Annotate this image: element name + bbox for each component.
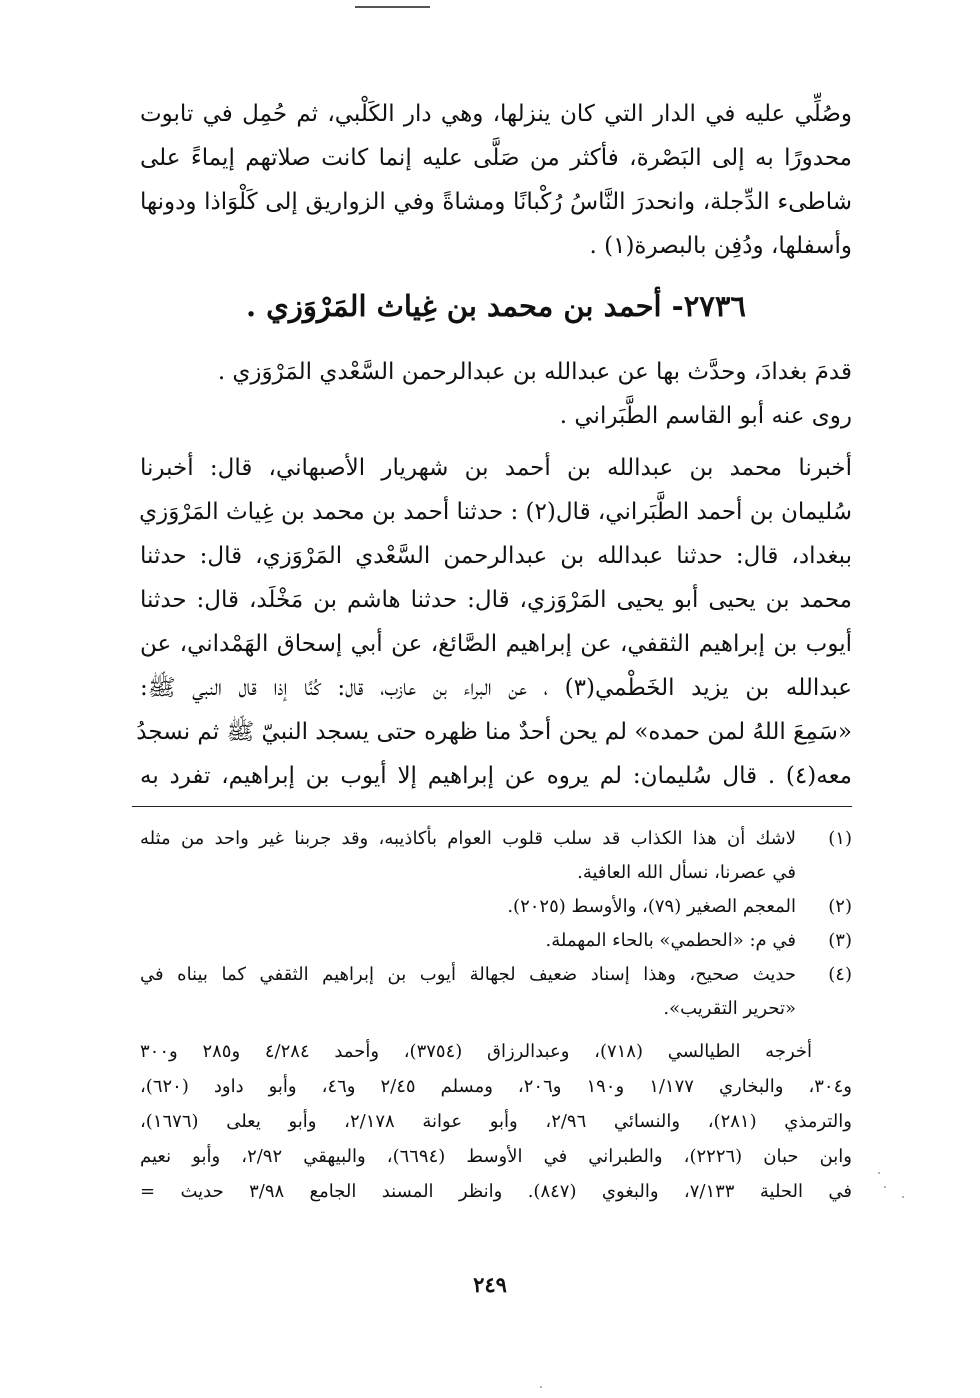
footnotes: [140, 822, 852, 1026]
footnote-2: [140, 890, 852, 924]
text-line: محدورًا به إلى البَصْرة، فأكثر من صَلَّى عليه إنما كانت صلاتهم إيماءً على: [140, 145, 852, 171]
scan-speck: [902, 1196, 904, 1198]
footnote-separator: [132, 806, 852, 807]
text-line: ببغداد، قال: حدثنا عبدالله بن عبدالرحمن السَّعْدي المَرْوَزي، قال: حدثنا: [140, 543, 852, 569]
burial-paragraph: [140, 92, 852, 268]
takhrij-references: [140, 1034, 852, 1209]
footnote-line: في م: «الحطمي» بالحاء المهملة.: [545, 930, 796, 951]
footnote-4: [140, 958, 852, 1026]
text-line: قدمَ بغدادَ، وحدَّث بها عن عبدالله بن عبدالرحمن السَّعْدي المَرْوَزي .: [217, 359, 852, 385]
biography-heading: ٢٧٣٦- أحمد بن محمد بن غِياث المَرْوَزي .: [245, 289, 747, 323]
biography-intro-paragraph: [140, 350, 852, 438]
reference-line: في الحلية ٧/١٣٣، والبغوي (٨٤٧). وانظر المسند الجامع ٣/٩٨ حديث =: [140, 1181, 852, 1202]
text-line: «سَمِعَ اللهُ لمن حمده» لم يحن أحدٌ منا ظهره حتى يسجد النبيّ ﷺ ثم نسجدُ: [136, 719, 852, 745]
footnote-line: المعجم الصغير (٧٩)، والأوسط (٢٠٢٥).: [507, 896, 796, 917]
hadith-paragraph: [136, 446, 852, 798]
reference-line: والترمذي (٢٨١)، والنسائي ٢/٩٦، وأبو عوانة ٢/١٧٨، وأبو يعلى (١٦٧٦)،: [140, 1111, 852, 1132]
footnote-number: (٢): [828, 896, 852, 917]
footnote-1: [140, 822, 852, 890]
scan-speck: [540, 1386, 542, 1388]
text-line: وصُلِّي عليه في الدار التي كان ينزلها، وهي دار الكَلْبي، ثم حُمِل في تابوت: [140, 101, 852, 127]
text-line: وأسفلها، ودُفِن بالبصرة(١) .: [589, 233, 852, 259]
text-line: شاطىء الدِّجلة، وانحدرَ النَّاسُ رُكْبانًا ومشاةً وفي الزواريق إلى كَلْوَاذا ودونها: [140, 189, 852, 215]
text-line: محمد بن يحيى أبو يحيى المَرْوَزي، قال: حدثنا هاشم بن مَخْلَد، قال: حدثنا: [140, 587, 852, 613]
text-line: معه(٤) . قال سُليمان: لم يروه عن إبراهيم إلا أيوب بن إبراهيم، تفرد به: [140, 763, 852, 789]
text-line: سُليمان بن أحمد الطَّبَراني، قال(٢) : حدثنا أحمد بن محمد بن غِياث المَرْوَزي: [139, 499, 852, 525]
footnote-line: لاشك أن هذا الكذاب قد سلب قلوب العوام بأكاذيبه، وقد جربنا غير واحد من مثله: [140, 828, 796, 849]
footnote-number: (٤): [828, 964, 852, 985]
reference-line: أخرجه الطيالسي (٧١٨)، وعبدالرزاق (٣٧٥٤)، وأحمد ٤/٢٨٤ و٢٨٥ و٣٠٠: [140, 1041, 813, 1062]
footnote-3: [140, 924, 852, 958]
footnote-line: «تحرير التقريب».: [663, 998, 796, 1019]
text-line: أيوب بن إبراهيم الثقفي، عن إبراهيم الصَّائغ، عن أبي إسحاق الهَمْداني، عن: [140, 631, 852, 657]
footnote-number: (١): [828, 828, 852, 849]
footnote-line: في عصرنا، نسأل الله العافية.: [577, 862, 796, 883]
footnote-number: (٣): [828, 930, 852, 951]
footnote-line: حديث صحيح، وهذا إسناد ضعيف لجهالة أيوب بن إبراهيم الثقفي كما بيناه في: [140, 964, 796, 985]
text-line: روى عنه أبو القاسم الطَّبَراني .: [559, 403, 852, 429]
scan-speck: [878, 1172, 880, 1174]
scan-speck: [884, 1186, 886, 1188]
reference-line: و٣٠٤، والبخاري ١/١٧٧ و١٩٠ و٢٠٦، ومسلم ٢/٤٥ و٤٦، وأبو داود (٦٢٠)،: [140, 1076, 852, 1097]
reference-line: وابن حبان (٢٢٢٦)، والطبراني في الأوسط (٦٦٩٤)، والبيهقي ٢/٩٢، وأبو نعيم: [140, 1146, 852, 1167]
text-line: عبدالله بن يزيد الخَطْمي(٣) ، عن البراء بن عازب، قال: كُنَّا إذا قال النبي ﷺ:: [140, 675, 852, 701]
text-line: أخبرنا محمد بن عبدالله بن أحمد بن شهريار الأصبهاني، قال: أخبرنا: [140, 455, 852, 481]
page-number: ٢٤٩: [473, 1272, 507, 1297]
top-edge-mark: [355, 6, 430, 8]
